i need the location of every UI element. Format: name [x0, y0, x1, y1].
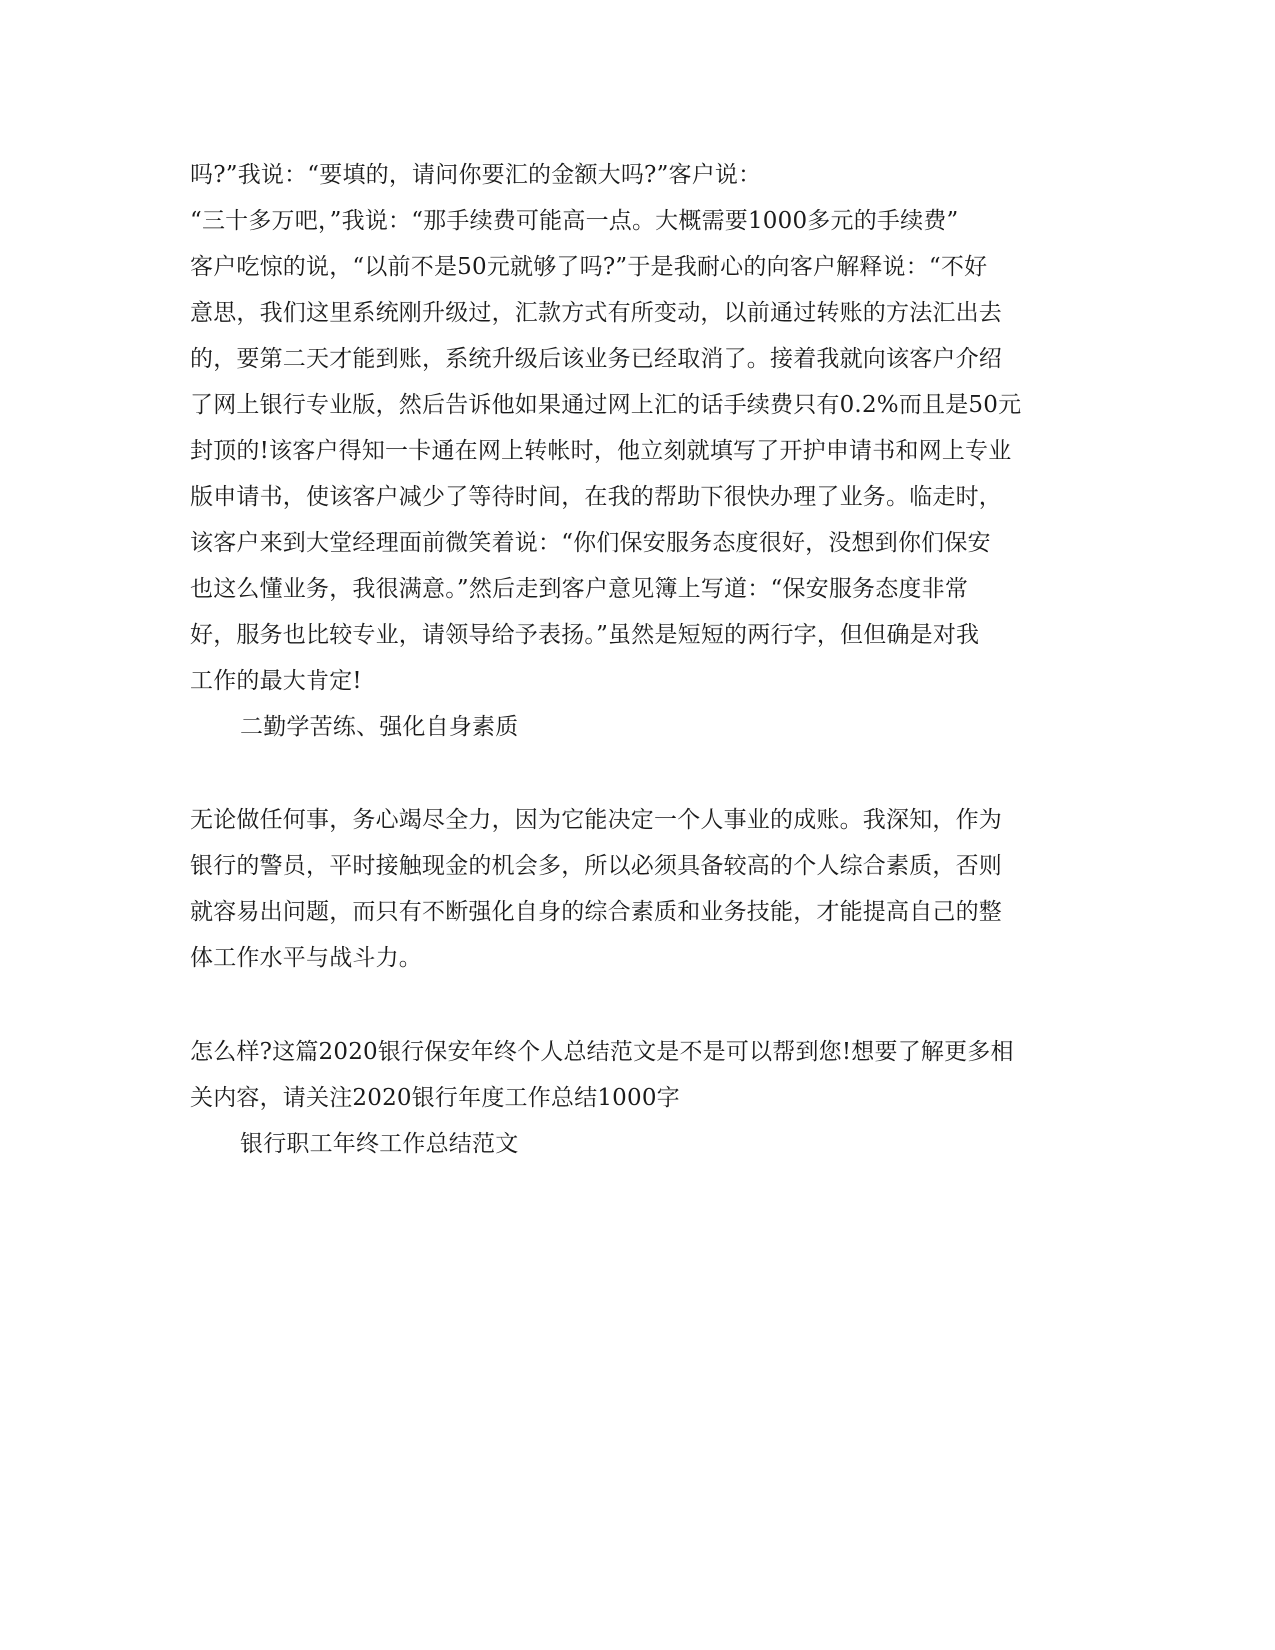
text-line: 吗?”我说：“要填的，请问你要汇的金额大吗?”客户说： [190, 162, 762, 188]
text-line: 好，服务也比较专业，请领导给予表扬。”虽然是短短的两行字，但但确是对我 [190, 622, 980, 648]
text-line: 也这么懂业务，我很满意。”然后走到客户意见簿上写道：“保安服务态度非常 [190, 576, 969, 602]
section-heading: 二勤学苦练、强化自身素质 [240, 714, 519, 740]
text-line: 该客户来到大堂经理面前微笑着说：“你们保安服务态度很好，没想到你们保安 [190, 530, 991, 556]
section-heading: 银行职工年终工作总结范文 [240, 1131, 519, 1157]
text-line: 怎么样?这篇2020银行保安年终个人总结范文是不是可以帮到您!想要了解更多相 [190, 1039, 1014, 1065]
text-line: 关内容，请关注2020银行年度工作总结1000字 [190, 1085, 680, 1111]
text-line: 体工作水平与战斗力。 [190, 945, 422, 971]
text-line: 封顶的!该客户得知一卡通在网上转帐时，他立刻就填写了开护申请书和网上专业 [190, 438, 1012, 464]
text-line: 就容易出问题，而只有不断强化自身的综合素质和业务技能，才能提高自己的整 [190, 899, 1002, 925]
text-line: 客户吃惊的说，“以前不是50元就够了吗?”于是我耐心的向客户解释说：“不好 [190, 254, 988, 280]
text-line: 银行的警员，平时接触现金的机会多，所以必须具备较高的个人综合素质，否则 [190, 853, 1002, 879]
text-line: 意思，我们这里系统刚升级过，汇款方式有所变动，以前通过转账的方法汇出去 [190, 300, 1002, 326]
text-line: 无论做任何事，务心竭尽全力，因为它能决定一个人事业的成账。我深知，作为 [190, 807, 1002, 833]
text-line: 了网上银行专业版，然后告诉他如果通过网上汇的话手续费只有0.2%而且是50元 [190, 392, 1022, 418]
text-line: 工作的最大肯定! [190, 668, 362, 694]
text-line: 的，要第二天才能到账，系统升级后该业务已经取消了。接着我就向该客户介绍 [190, 346, 1002, 372]
text-line: 版申请书，使该客户减少了等待时间，在我的帮助下很快办理了业务。临走时， [190, 484, 1002, 510]
text-line: “三十多万吧，”我说：“那手续费可能高一点。大概需要1000多元的手续费” [190, 208, 959, 234]
